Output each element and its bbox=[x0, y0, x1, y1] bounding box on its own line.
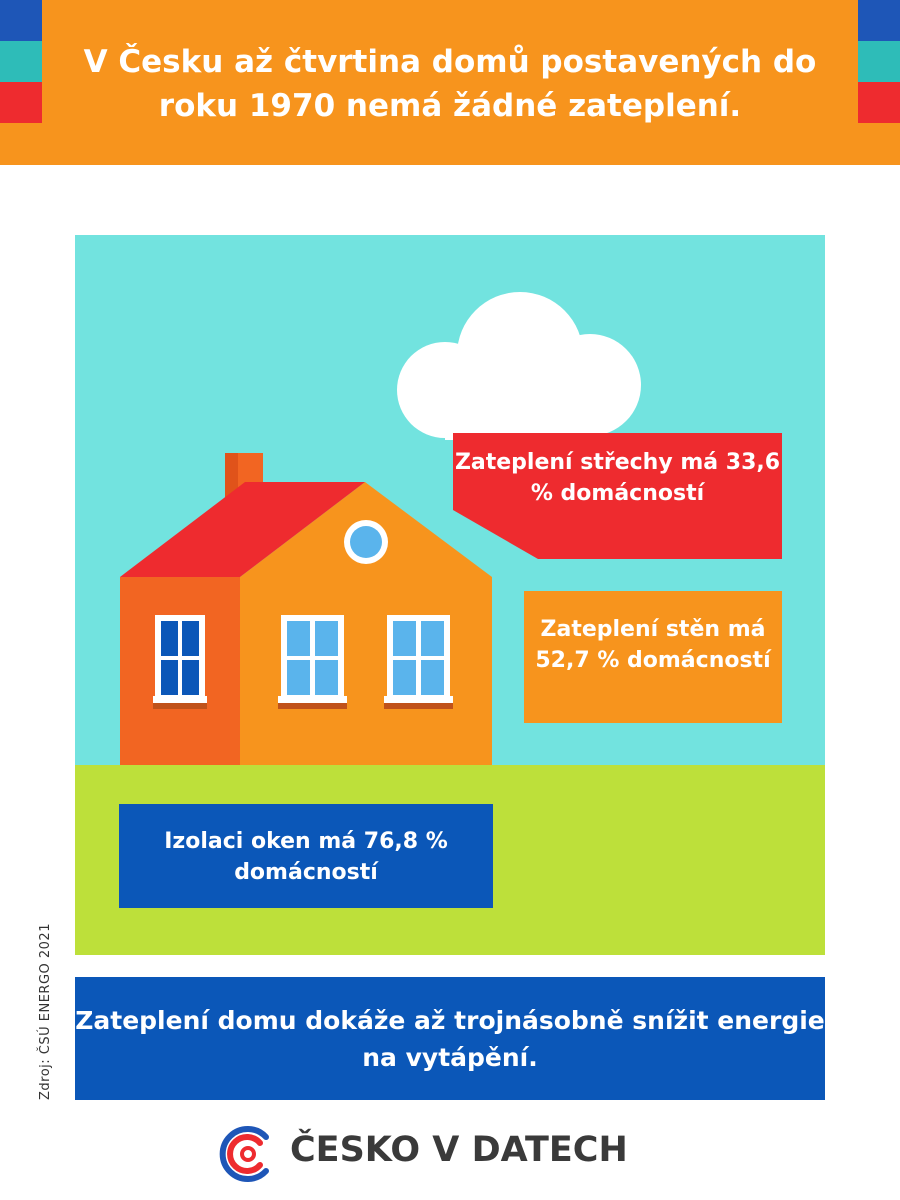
header-stripe-red-right bbox=[858, 82, 900, 123]
logo-wordmark: ČESKO V DATECH bbox=[290, 1130, 628, 1170]
window-icon bbox=[278, 615, 347, 709]
window-icon bbox=[384, 615, 453, 709]
page-title: V Česku až čtvrtina domů postavených do roku 1970 nemá žádné zateplení. bbox=[83, 44, 817, 124]
source-note: Zdroj: ČSÚ ENERGO 2021 bbox=[38, 923, 53, 1100]
walls-insulation-text: Zateplení stěn má 52,7 % domácností bbox=[535, 617, 771, 673]
cloud-icon bbox=[397, 292, 641, 440]
roof-insulation-text: Zateplení střechy má 33,6 % domácností bbox=[454, 450, 781, 506]
header-stripe-red bbox=[0, 82, 42, 123]
header-stripe-teal-right bbox=[858, 41, 900, 82]
header-stripe-blue bbox=[0, 0, 42, 41]
windows-insulation-text: Izolaci oken má 76,8 % domácností bbox=[164, 829, 448, 885]
info-banner-text: Zateplení domu dokáže až trojnásobně snížit energie na vytápění. bbox=[75, 1006, 825, 1072]
header-stripe-teal bbox=[0, 41, 42, 82]
window-icon bbox=[153, 615, 207, 709]
header-stripe-blue-right bbox=[858, 0, 900, 41]
cesko-v-datech-logo-icon bbox=[218, 1125, 276, 1183]
